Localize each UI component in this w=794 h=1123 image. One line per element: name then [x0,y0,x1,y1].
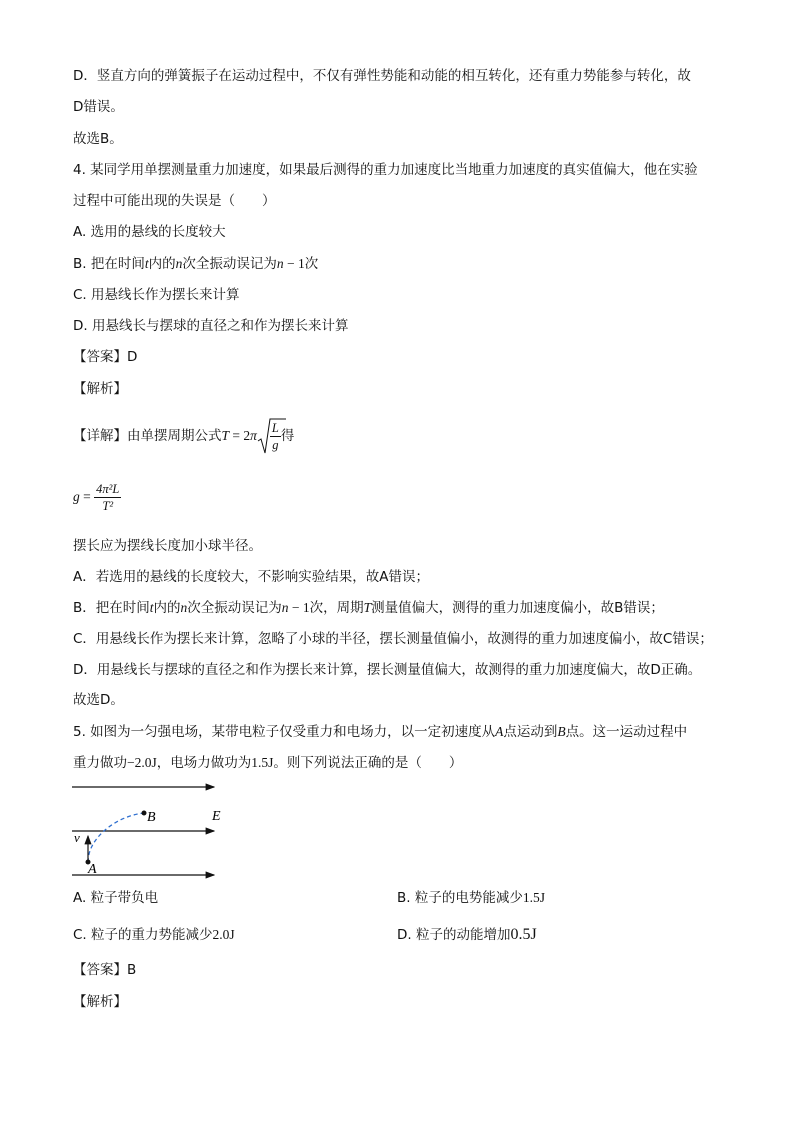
electric-field-diagram [66,778,236,884]
q5-stem-text6: 。则下列说法正确的是（ ） [273,755,463,771]
q4-stem-line1: 4. 某同学用单摆测量重力加速度，如果最后测得的重力加速度比当地重力加速度的真实值偏大，他在实验 [73,162,698,178]
q5-option-b-value: 1.5J [522,890,545,905]
exp-b-text3: 次全振动误记为 [187,600,282,616]
q4-option-c: C. 用悬线长作为摆长来计算 [73,287,240,303]
frac-den-g: g [272,437,279,452]
exp-b-text1: B．把在时间 [73,600,150,616]
detail-tag: 【详解】 [73,428,127,444]
q4-explanation-d: D．用悬线长与摆球的直径之和作为摆长来计算，摆长测量值偏大，故测得的重力加速度偏大，故D正确。 [73,662,702,678]
answer-tag: 【答案】 [73,349,127,365]
g-eq: = [79,489,95,504]
q4-answer [73,347,137,367]
point-B-icon [142,811,147,816]
q3-option-d-explanation-line1: D．竖直方向的弹簧振子在运动过程中，不仅有弹性势能和动能的相互转化，还有重力势能参与转化，故 [73,68,691,84]
q4-g-formula [73,477,121,517]
q4-option-b [73,254,318,274]
answer-value: D [127,349,138,365]
q4-option-b-text4: 次 [304,256,319,272]
q4-option-d: D. 用悬线长与摆球的直径之和作为摆长来计算 [73,318,349,334]
exp-b-text5: 测量值偏大，测得的重力加速度偏小，故B错误； [371,600,664,616]
q5-gravity-work: −2.0J [127,755,157,770]
q3-conclusion: 故选B。 [73,131,123,147]
exp-b-text4: 次，周期 [309,600,364,616]
q5-option-c [73,925,235,945]
q5-option-c-value: 2.0J [212,927,235,942]
q5-stem-var-A: A [495,724,504,739]
q4-explanation-a: A．若选用的悬线的长度较大，不影响实验结果，故A错误； [73,569,429,585]
q5-stem-line1 [73,722,687,742]
label-B: B [147,810,156,825]
sqrt-sign-icon [257,417,287,455]
q4-option-b-var-t: t [144,256,149,271]
q5-electric-work: 1.5J [251,755,274,770]
q5-stem-var-B: B [557,724,566,739]
q5-option-c-text: C. 粒子的重力势能减少 [73,927,213,943]
q4-analysis-tag: 【解析】 [73,381,127,397]
q4-option-b-text1: B. 把在时间 [73,256,145,272]
detail-text: 由单摆周期公式 [127,428,222,444]
g-fraction [94,481,121,514]
q5-analysis-tag: 【解析】 [73,994,127,1010]
q4-option-a: A. 选用的悬线的长度较大 [73,224,226,240]
exp-b-var-n: n [180,600,188,615]
exp-b-var-T: T [363,600,372,615]
q5-option-b-text: B. 粒子的电势能减少 [397,890,523,906]
g-lhs: g [73,489,80,504]
q5-stem-text1: 5. 如图为一匀强电场，某带电粒子仅受重力和电场力，以一定初速度从 [73,724,496,740]
q4-explanation-b [73,598,664,618]
trajectory-curve [88,813,144,862]
detail-text-end: 得 [280,428,295,444]
g-denominator: T² [102,498,114,513]
label-A: A [88,862,97,877]
q4-stem-line2: 过程中可能出现的失误是（ ） [73,193,276,209]
q5-stem-text4: 重力做功 [73,755,127,771]
g-numerator: 4π²L [96,481,120,496]
answer-tag: 【答案】 [73,962,127,978]
q4-option-b-var-n2: n [276,256,284,271]
q4-option-b-minus-one: − 1 [283,256,305,271]
formula-eq: = 2 [229,428,251,443]
answer-value: B [127,962,137,978]
q5-stem-text5: ，电场力做功为 [156,755,252,771]
q5-stem-text2: 点运动到 [503,724,558,740]
frac-num-L: L [271,420,279,435]
exp-b-var-n2: n [281,600,289,615]
q5-stem-line2 [73,753,462,773]
formula-var-T: T [221,428,230,443]
q3-option-d-explanation-line2: D错误。 [73,99,124,115]
q4-detail-formula-line [73,418,294,454]
q4-note: 摆长应为摆线长度加小球半径。 [73,538,262,554]
q5-option-d-value: 0.5J [510,926,537,943]
exp-b-var-t: t [149,600,154,615]
q5-stem-text3: 点。这一运动过程中 [565,724,688,740]
label-v: v [74,830,80,845]
exp-b-text2: 内的 [153,600,181,616]
formula-pi: π [250,428,257,443]
q5-option-a: A. 粒子带负电 [73,890,159,906]
q4-option-b-var-n: n [175,256,183,271]
q4-conclusion: 故选D。 [73,692,124,708]
label-E: E [212,809,221,824]
exp-b-minus-one: − 1 [288,600,310,615]
q4-explanation-c: C．用悬线长作为摆长来计算，忽略了小球的半径，摆长测量值偏小，故测得的重力加速度偏小，故C错误； [73,631,713,647]
q5-option-b [397,888,545,908]
q5-option-d-text: D. 粒子的动能增加 [397,927,511,943]
q5-answer [73,960,136,980]
q4-option-b-text3: 次全振动误记为 [182,256,277,272]
q4-option-b-text2: 内的 [148,256,176,272]
sqrt-expression [257,418,281,454]
q5-option-d [397,925,537,945]
